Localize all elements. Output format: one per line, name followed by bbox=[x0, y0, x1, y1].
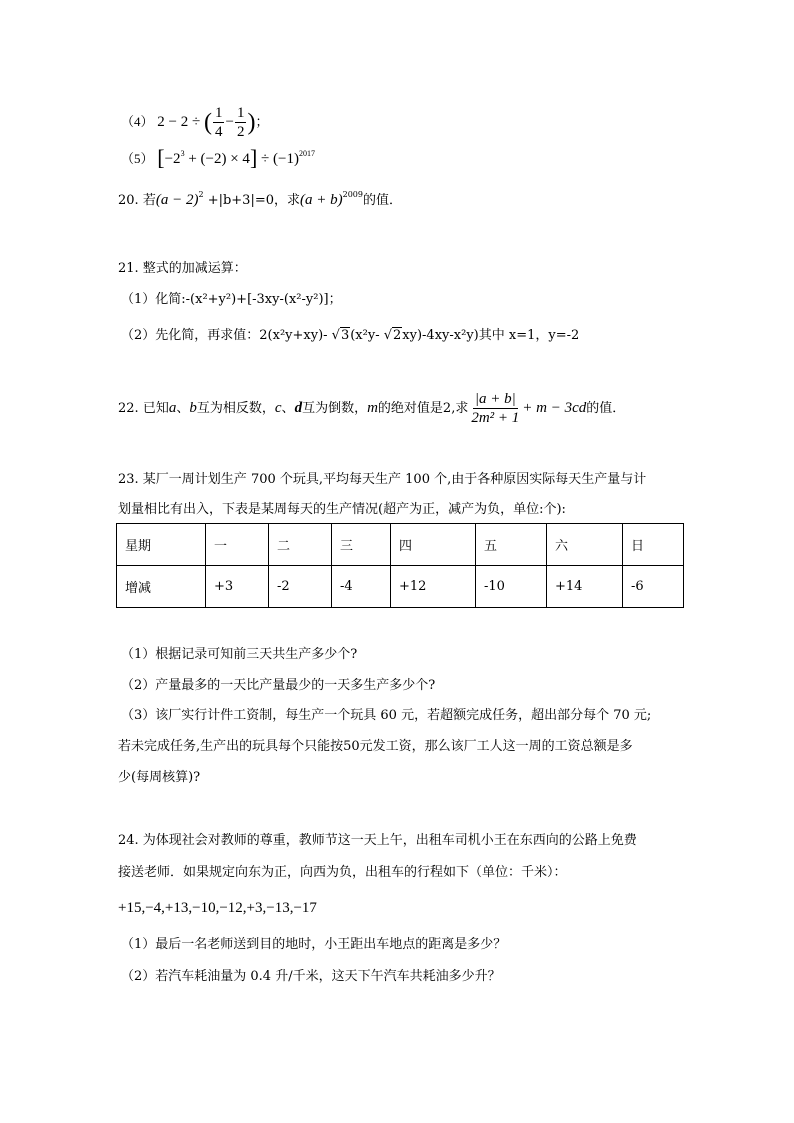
table-cell: -10 bbox=[476, 566, 547, 608]
q22-text: 、 bbox=[176, 401, 190, 416]
exponent: 3 bbox=[180, 149, 185, 158]
table-header-cell: 日 bbox=[623, 524, 684, 566]
fraction-1-2 bbox=[235, 104, 247, 141]
exponent: 2017 bbox=[298, 149, 315, 158]
q22 bbox=[118, 386, 625, 431]
q19-part5-label: （5） bbox=[121, 151, 154, 166]
q19-part4-label: （4） bbox=[121, 113, 154, 129]
q21-part1: （1）化简:-(x²+y²)+[-3xy-(x²-y²)]； bbox=[121, 292, 342, 307]
exponent: 2 bbox=[198, 190, 204, 199]
q22-text: 、 bbox=[281, 401, 295, 416]
q19-part5-expr2: + (−2) × 4 bbox=[188, 151, 250, 167]
q23-sub3-line1: （3）该厂实行计件工资制，每生产一个玩具 60 元，若超额完成任务，超出部分每个 70 元; bbox=[121, 708, 652, 723]
fraction-numerator: 1 bbox=[214, 105, 223, 121]
q20-expr: (a − 2) bbox=[155, 192, 199, 208]
q21-part2-text: (x²y- √ bbox=[350, 328, 393, 343]
sqrt-radicand: 3 bbox=[340, 328, 350, 343]
q22-text: 已知 bbox=[142, 401, 169, 416]
question-number: 22. bbox=[118, 401, 139, 416]
table-cell: +12 bbox=[391, 566, 476, 608]
q21-part2 bbox=[121, 326, 579, 346]
var-c: c bbox=[274, 400, 282, 416]
table-header-cell: 五 bbox=[476, 524, 547, 566]
q23-sub3-line2: 若未完成任务,生产出的玩具每个只能按50元发工资，那么该厂工人这一周的工资总额是多 bbox=[118, 739, 633, 754]
fraction-denominator: 4 bbox=[214, 124, 223, 140]
q24-line2: 接送老师．如果规定向东为正，向西为负，出租车的行程如下（单位：千米）： bbox=[118, 865, 567, 880]
var-d: d bbox=[294, 400, 303, 416]
table-header-cell: 二 bbox=[269, 524, 332, 566]
q24-sub1: （1）最后一名老师送到目的地时，小王距出车地点的距离是多少？ bbox=[121, 937, 507, 952]
production-table bbox=[116, 523, 684, 608]
table-header-cell: 三 bbox=[332, 524, 391, 566]
semicolon: ； bbox=[255, 113, 269, 129]
var-m: m bbox=[367, 400, 378, 416]
question-number: 20. bbox=[118, 193, 139, 208]
q22-text: 的绝对值是2,求 bbox=[377, 401, 469, 416]
q19-part4-expr-a: 2 − 2 ÷ bbox=[157, 113, 201, 130]
q19-part5 bbox=[121, 145, 315, 170]
q22-text: 互为倒数， bbox=[302, 401, 368, 416]
q20-text: 若 bbox=[142, 193, 156, 208]
q21-part2-text: xy)-4xy-x²y)其中 x=1，y=-2 bbox=[402, 328, 580, 343]
fraction-denominator: 2 bbox=[236, 124, 245, 140]
table-row bbox=[117, 566, 684, 608]
sqrt-radicand: 2 bbox=[393, 328, 402, 343]
var-b: b bbox=[189, 400, 197, 416]
table-cell: +3 bbox=[206, 566, 269, 608]
fraction-denominator: 2m² + 1 bbox=[471, 410, 520, 426]
q24-data: +15,−4,+13,−10,−12,+3,−13,−17 bbox=[118, 900, 317, 916]
table-cell: +14 bbox=[547, 566, 623, 608]
minus-sign: − bbox=[225, 113, 234, 130]
right-paren: ) bbox=[247, 109, 256, 136]
table-row bbox=[117, 524, 684, 566]
fraction-numerator: 1 bbox=[236, 105, 245, 121]
q22-fraction bbox=[469, 390, 521, 427]
q23-sub3-line3: 少(每周核算)? bbox=[118, 770, 201, 785]
q24-line1: 24. 为体现社会对教师的尊重，教师节这一天上午，出租车司机小王在东西向的公路上免费 bbox=[118, 833, 637, 848]
q24-sub2: （2）若汽车耗油量为 0.4 升/千米，这天下午汽车共耗油多少升？ bbox=[121, 969, 501, 984]
q23-line2: 划量相比有出入，下表是某周每天的生产情况(超产为正，减产为负，单位:个): bbox=[118, 502, 566, 517]
table-cell: -4 bbox=[332, 566, 391, 608]
q19-part5-expr3: ÷ (−1) bbox=[261, 151, 299, 167]
q21-title: 21. 整式的加减运算： bbox=[118, 261, 247, 276]
q22-text: 的值． bbox=[586, 401, 626, 416]
q22-expr-tail: + m − 3cd bbox=[522, 400, 587, 416]
table-header-cell: 六 bbox=[547, 524, 623, 566]
q21-part2-text: （2）先化简，再求值：2(x²y+xy)- √ bbox=[121, 328, 340, 343]
q20-text: +|b+3|=0，求 bbox=[203, 193, 300, 208]
q23-line1: 23. 某厂一周计划生产 700 个玩具,平均每天生产 100 个,由于各种原因实际每天生产量与计 bbox=[118, 472, 647, 487]
q22-text: 互为相反数， bbox=[196, 401, 275, 416]
table-header-cell: 一 bbox=[206, 524, 269, 566]
q23-sub1: （1）根据记录可知前三天共生产多少个? bbox=[121, 647, 358, 662]
exponent: 2009 bbox=[342, 190, 363, 199]
table-cell: 增减 bbox=[117, 566, 206, 608]
fraction-1-4 bbox=[213, 104, 225, 141]
left-bracket: [ bbox=[157, 145, 165, 170]
q19-part4 bbox=[121, 104, 268, 141]
q20-expr: (a + b) bbox=[300, 192, 343, 208]
left-paren: ( bbox=[203, 109, 212, 136]
table-header-cell: 四 bbox=[391, 524, 476, 566]
q19-part5-expr1: −2 bbox=[164, 151, 181, 167]
q23-sub2: （2）产量最多的一天比产量最少的一天多生产多少个? bbox=[121, 678, 436, 693]
q20 bbox=[118, 190, 402, 211]
var-a: a bbox=[168, 400, 177, 416]
fraction-numerator: |a + b| bbox=[474, 391, 516, 407]
q20-text: 的值． bbox=[362, 193, 402, 208]
right-bracket: ] bbox=[249, 145, 258, 170]
table-header-cell: 星期 bbox=[117, 524, 206, 566]
table-cell: -6 bbox=[623, 566, 684, 608]
table-cell: -2 bbox=[269, 566, 332, 608]
